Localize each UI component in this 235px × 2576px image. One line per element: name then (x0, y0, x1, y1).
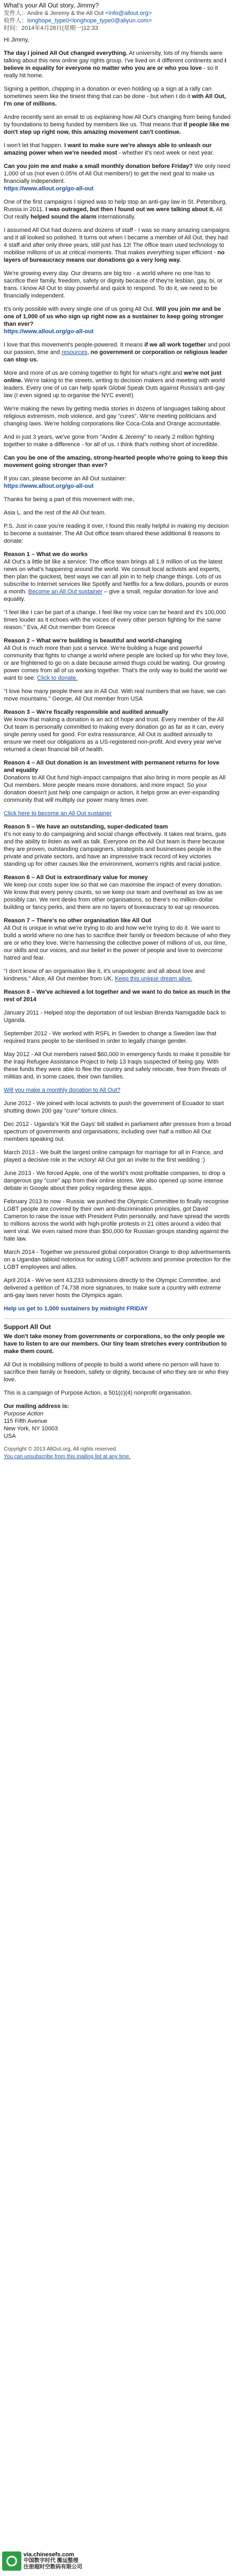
paragraph-4 (4, 142, 231, 157)
reason-title: Reason 5 – We have an outstanding, super-dedicated team (4, 824, 168, 830)
paragraph-9 (4, 305, 231, 335)
p6-mid: All Out really (4, 206, 223, 220)
from-address[interactable]: <info@allout.org> (105, 10, 152, 17)
support-title: Support All Out (4, 1323, 51, 1331)
paragraph-8: We're growing every day. Our dreams are big too - a world where no one has to sacrifice their family, freedom, safety or dignity because of they're lesbian, gay, bi, or trans. I know All Out to stay powerful and quick to respond. To do it, we need to be financially independent. (4, 270, 223, 299)
p4-tail: - whether it's next week or next year. (117, 150, 214, 156)
reasons-list (4, 551, 231, 1009)
resources-link[interactable]: resources (61, 349, 88, 356)
support-paragraph-2: All Out is mobilising millions of people to build a world where no person will have to sacrifice their family or freedom, safety or dignity, because of who they are or who they love. (4, 1362, 229, 1383)
reason-spacer (4, 1003, 231, 1009)
paragraph-6 (4, 198, 231, 221)
date-value: 2014年4月28日(星期一)12:33 (21, 25, 98, 31)
reason-text (4, 968, 231, 983)
paragraph-7 (4, 227, 231, 264)
p11-text: More and more of us are coming together to fight for what's right and (4, 370, 184, 376)
p10-comma: , (87, 349, 91, 356)
mail-line-3: New York, NY 10003 (4, 1426, 58, 1432)
reason-title: Reason 8 – We've achieved a lot together and we want to do twice as much in the rest of 2014 (4, 989, 231, 1003)
timeline-donate-link[interactable]: Will you make a monthly donation to All Out? (4, 1087, 121, 1093)
reason-text (4, 645, 231, 682)
watermark (2, 2551, 82, 2571)
donate-link-1[interactable]: https://www.allout.org/go-all-out (4, 186, 94, 192)
timeline-item: May 2012 - All Out members raised $60,000 in emergency funds to make it possible for the Iraqi Refugee Assistance Project to help 13 Iraqis suspected of being gay. With these funds they were able to flee the country and safely relocate, free from threats of militias and, in some cases, their own families. (4, 1051, 231, 1080)
reason-link[interactable]: Click to donate. (37, 675, 78, 681)
footer-divider (4, 1318, 231, 1319)
timeline-donate-row (4, 1086, 231, 1094)
reason-title: Reason 1 – What we do works (4, 551, 88, 558)
watermark-line-2: 中国数字时代 搬运整理 (24, 2558, 79, 2564)
reason-title: Reason 6 – All Out is extraordinary value for money (4, 874, 148, 881)
reason-body: "I love how many people there are in All Out. With real numbers that we have, we can move mountains." George, All Out member from USA (4, 688, 226, 702)
reason-text (4, 609, 231, 631)
reason-title: Reason 4 – All Out donation is an investment with permanent returns for love and equality (4, 760, 220, 774)
paragraph-5 (4, 163, 231, 192)
p6-tail: internationally. (96, 214, 136, 220)
from-row (4, 10, 231, 17)
paragraph-10 (4, 341, 231, 364)
paragraph-11 (4, 369, 231, 399)
reason-body: "I don't know of an organisation like it, it's unapologetic and all about love and kindness." Alice, All Out member from UK. (4, 968, 205, 982)
reason-text (4, 881, 231, 911)
paragraph-14 (4, 454, 231, 469)
p11-bold: we're not just online. (4, 370, 222, 384)
reason-text (4, 558, 231, 603)
paragraph-2 (4, 85, 231, 108)
reason-text (4, 688, 231, 703)
mail-line-1: Purpose Action (4, 1411, 44, 1417)
timeline-item: September 2012 - We worked with RSFL in Sweden to change a Sweden law that required trans people to be sterilised in order to legally change gender. (4, 1031, 217, 1044)
email-body (4, 36, 231, 1461)
ps-paragraph: P.S. Just in case you're reading it over, I found this really helpful in making my decision to become a sustainer. The All Out office team shared these additional 8 reasons to donate: (4, 523, 229, 544)
email-header (4, 2, 231, 32)
watermark-url: via.chinesefs.com (24, 2551, 74, 2558)
final-cta-link[interactable]: Help us get to 1,000 sustainers by midnight FRIDAY (4, 1306, 148, 1312)
timeline-item: June 2013 - We forced Apple, one of the world's most profitable companies, to drop a dangerous gay "cure" app from their online stores. We also opened up some intense debate in Google about their policy regarding these apps. (4, 1170, 225, 1192)
reason-body: It's not easy to do campaigning and social change effectively. It takes real brains, guts and the ability to listen as well as talk. Everyone on the All Out team is there because they are proven, outstanding campaigners, strategists and businesses people in the private and private sectors, and have an impressive track record of key victories standing up for other causes like the environment, women's rights and racial justice. (4, 831, 226, 867)
p1-tail: - so it really hit home. (4, 65, 218, 79)
paragraph-3 (4, 114, 231, 136)
timeline-item: January 2011 - Helped stop the deportation of out lesbian Brenda Namigadde back to Uganda. (4, 1010, 226, 1024)
reason-title: Reason 7 – There's no other organisation like All Out (4, 917, 152, 924)
timeline-item: March 2014 - Together we pressured global corporation Orange to drop advertisements on a Ugandan tabloid notorious for outing LGBT activists and promise protection for the LGBT employees and allies. (4, 1249, 231, 1270)
p9-bold: Will you join me and be one of 1,000 of us who sign up right now as a sustainer to keep going stronger than ever? (4, 306, 224, 327)
p6-bold-2: helped sound the alarm (30, 214, 97, 220)
watermark-text (24, 2551, 82, 2571)
to-label: 收件人： (4, 18, 27, 24)
mailing-address (4, 1403, 231, 1440)
p15-text: If you can, please become an All Out sustainer: (4, 476, 127, 482)
signature: Asia L. and the rest of the All Out team. (4, 510, 106, 516)
p2-text: Signing a petition, chipping in a donation or even holding up a sign at a rally can sometimes seem like the tiniest thing that can be done - but when I do it (4, 86, 212, 100)
reason-title: Reason 2 – What we're building is beautiful and world-changing (4, 638, 182, 644)
watermark-line-3: 注册超时空数码有限公司 (24, 2564, 82, 2570)
p14-bold: Can you be one of the amazing, strong-hearted people who're going to keep this movement going stronger than ever? (4, 455, 228, 469)
unsubscribe-link[interactable]: You can unsubscribe from this mailing list at any time. (4, 1454, 131, 1460)
reason-body: We keep our costs super low so that we can maximise the impact of every donation. We know that every penny counts, so we keep our team and overhead as low as we possibly can. We rent desks from other organisations, so there's no million-dollar building or fancy perks, and there are no layers of bureaucracy to eat up resources. (4, 882, 223, 911)
reason-body: We know that making a donation is an act of hope and trust. Every member of the All Out team is personally committed to making every donation go as far as it can, every single penny used for good. For extra reassurance, All Out is audited annually to ensure we meet our obligations as a US-registered non-profit. And every year we've returned a clean financial bill of health. (4, 717, 224, 753)
p11-tail: We're taking to the streets, writing to decision makers and meeting with world leaders. Every one of us can help spark Global Speak Outs against Russia's anti-gay law (I even signed up to organise the NYC event!) (4, 377, 225, 399)
donate-link-3[interactable]: https://www.allout.org/go-all-out (4, 483, 94, 489)
p10-bold-1: if we all work together (144, 342, 206, 348)
signoff: Thanks for being a part of this movement with me, (4, 496, 134, 503)
email-subject: What's your All Out story, Jimmy? (4, 2, 99, 9)
p9-text: It's only possible with every single one of us going All Out. (4, 306, 156, 312)
reason-link[interactable]: Keep this unique dream alive. (115, 976, 193, 982)
p5-bold: Can you join me and make a small monthly donation before Friday? (4, 163, 193, 170)
timeline-item: June 2012 - We joined with local activists to push the government of Ecuador to start shutting down 200 gay "cure" torture clinics. (4, 1100, 224, 1114)
unsubscribe-row (4, 1453, 231, 1461)
mailing-title: Our mailing address is: (4, 1403, 69, 1410)
reason-body: Donations to All Out fund high-impact campaigns that also bring in more people as All Out members. More people means more donations, and more impact. So your donation doesn't just help one campaign or action, it helps grow an ever-expanding community that will multiply our power many times over. (4, 775, 226, 803)
p7-bold: no layers of bureaucracy means our donations go a very long way. (4, 249, 225, 263)
p5-text: We only need 1,000 of us (not even 0.05% of All Out members!) to get the next goal to make us financially independent. (4, 163, 231, 184)
reason-body: All Out's a little bit like a service: The office team brings all 1.9 million of us the latest news on what's happening around the world. We consult local activists and experts, then plan the quickest, best ways we can all join in to help change things. Lots of us subscribe to Internet services like Spotify and Netflix for a few dollars, pounds or euros a month. (4, 559, 229, 595)
reason-title: Reason 3 – We're fiscally responsible and audited annually (4, 709, 169, 715)
p1-bold-intro: The day I joined All Out changed everything. (4, 50, 128, 57)
reason-body: All Out is unique in what we're trying to do and how we're trying to do it. We want to build a world where no one has to sacrifice their family or freedom because of who they are or who they love. We're harnessing the collective power of millions of us, our time, our skills and our voices, and our belief in the power of people and love to overcome hatred and fear. (4, 925, 231, 961)
p6-bold-1: I was outraged, but then I found out we were talking about it. (45, 206, 215, 213)
p1-bold: I believe in equality for everyone no matter who you are or who you love (4, 58, 226, 71)
paragraph-15 (4, 475, 231, 490)
reason-link[interactable]: Become an All Out sustainer (28, 589, 103, 595)
p7-text: I assumed All Out had dozens and dozens of staff - I was so many amazing campaigns and it all looked so polished. It turns out when I became a member of All Out, they had 4 staff and after only three years, still just has 13! The office team used technology to mobilise millions of us at critical moments. That makes everything super efficient - (4, 227, 230, 256)
paragraph-12: We're making the news by getting media stories in dozens of languages talking about religious extremism, mob violence, and gay "cures". We're meeting politicians and changing laws. We're holding corporations like Coca-Cola and Orange accountable. (4, 406, 225, 427)
reason-text (4, 810, 231, 817)
from-name: Andre & Jeremy & the All Out (27, 10, 104, 17)
watermark-logo-icon (2, 2551, 21, 2571)
reason-text (4, 774, 231, 804)
timeline-item: March 2013 - We built the largest online campaign for marriage for all in France, and played a decisive role in the victory! All Out got an invite to the first wedding :) (4, 1149, 223, 1163)
mail-line-2: 115 Fifth Avenue (4, 1418, 48, 1424)
support-section (4, 1323, 231, 1461)
p10-bold-2: no government or corporation or religious leader can stop us. (4, 349, 228, 363)
timeline-item: February 2013 to now - Russia: we pushed the Olympic Committee to finally recognise LGBT people are covered by their own anti-discrimination principles, got David Cameron to raise the issue with President Putin personally, and have spread the words to millions across the world with high-profile protests in 21 cities around a video that went viral. We even raised more than $50,000 for Russian groups standing against the hate law. (4, 1198, 230, 1242)
support-paragraph-3: This is a campaign of Purpose Action, a 501(c)(4) nonprofit organisation. (4, 1390, 192, 1396)
p10-mid: and pool our passion, time and (4, 342, 230, 356)
timeline-list (4, 1009, 231, 1299)
mail-line-4: USA (4, 1433, 16, 1439)
p6-text: One of the first campaigns I signed was to help stop an anti-gay law in St. Petersburg, Russia in 2011. (4, 199, 227, 213)
greeting: Hi Jimmy, (4, 37, 29, 43)
reason-text (4, 831, 231, 868)
p1-text: At university, lots of my friends were talking about this new online gay rights group. I've lived on 4 different continents and (4, 50, 225, 64)
p4-text: I won't let that happen. (4, 142, 65, 149)
copyright: Copyright © 2013 AllOut.org, All rights reserved. (4, 1446, 118, 1452)
p2-bold: with All Out, I'm one of millions. (4, 93, 226, 107)
reason-link[interactable]: Click here to become an All Out sustainer (4, 810, 112, 817)
donate-link-2[interactable]: https://www.allout.org/go-all-out (4, 328, 94, 335)
timeline-item: April 2014 - We've sent 43,233 submissions directly to the Olympic Committee, and delivered a petition of 74,738 more signatures, to make sure a country with extreme anti-gay laws never hosts the Olympics again. (4, 1277, 221, 1299)
date-label: 时间： (4, 25, 21, 31)
paragraph-1 (4, 50, 231, 79)
to-row (4, 17, 231, 25)
reason-text (4, 716, 231, 753)
reason-body: "I feel like I can be part of a change. I feel like my voice can be heard and it's 100,000 times louder as it echoes with the voices of every other person fighting for the same reason." Eva, All Out member from Greece (4, 609, 226, 631)
reason-body: All Out is much more than just a service. We're building a huge and powerful community that fights to change a world where people are locked up for who they love, or are frightened to go on a date because armed thugs could be waiting. Our growing power comes from all of us working together. That's the only way to build the world we want to see. (4, 645, 229, 681)
p4-bold: I want to make sure we're always able to unleash our amazing power when we're needed most (4, 142, 212, 156)
paragraph-13: And in just 3 years, we've gone from "Andre & Jeremy" to nearly 2 million fighting together to make a difference - for all of us. I think that's nothing short of incredible. (4, 434, 220, 448)
reason-tail: – give a small, regular donation for love and equality. (4, 589, 218, 602)
support-paragraph-1: We don't take money from governments or corporations, so the only people we have to listen to are our members. Our tiny team stretches every contribution to make them count. (4, 1333, 227, 1355)
p3-bold: if people like me don't step up right now, this amazing movement can't continue. (4, 122, 230, 135)
final-cta (4, 1305, 231, 1313)
p3-text: Andre recently sent an email to us explaining how All Out's changing from being funded by foundations to being funded by members like us. That means that (4, 114, 231, 128)
from-label: 发件人： (4, 10, 27, 17)
reason-text (4, 924, 231, 962)
to-address[interactable]: longhope_type0<longhope_type0@aliyun.com> (27, 18, 152, 24)
date-row (4, 25, 231, 32)
timeline-item: Dec 2012 - Uganda's 'Kill the Gays' bill stalled in parliament after pressure from a broad spectrum of governments and organisations, including over half a million All Out members speaking out. (4, 1121, 231, 1142)
p10-text: I love that this movement's people-powered. It means (4, 342, 145, 348)
